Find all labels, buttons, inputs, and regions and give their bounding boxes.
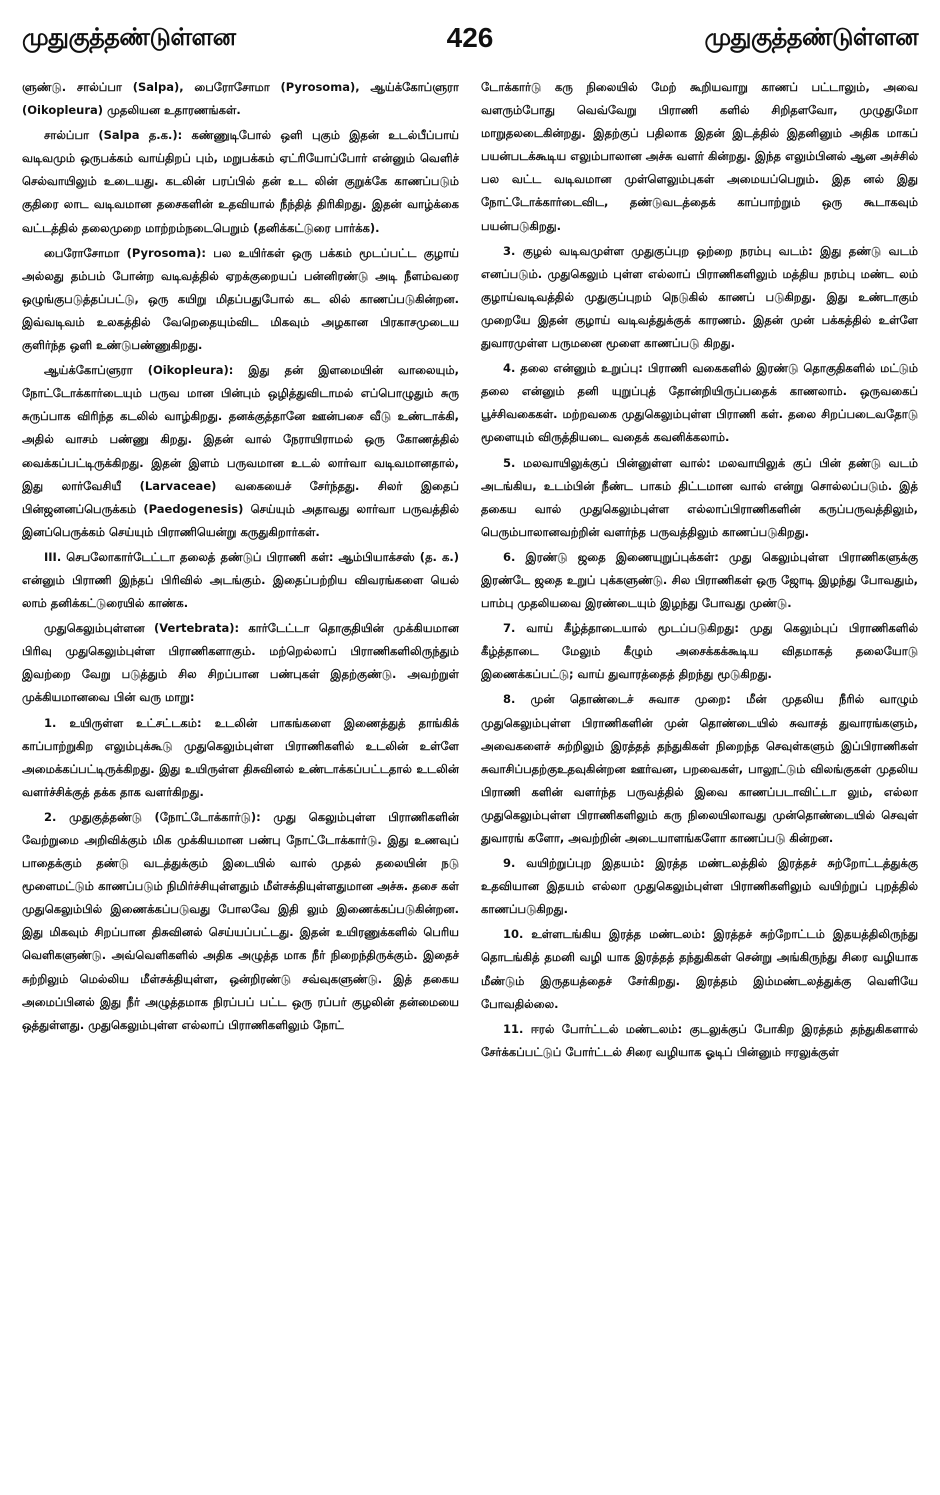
paragraph: 5. மலவாயிலுக்குப் பின்னுள்ள வால்: மலவாயிலுக் குப் பின் தண்டு வடம் அடங்கிய, உடம்பின் நீண்ட பாகம் திட்டமான வால் என்று சொல்லப்படும். இத் தகைய வால் முதுகெலும்புள்ள எல்லாப்பிராணிகளின் கருப்பருவத்திலும், பெரும்பாலானவற்றின் வளர்ந்த பருவத்திலும் காணப்படுகிறது. [481, 455, 918, 539]
paragraph: 11. ஈரல் போர்ட்டல் மண்டலம்: குடலுக்குப் போகிற இரத்தம் தந்துகிகளால் சேர்க்கப்பட்டுப் போர்ட்டல் சிரை வழியாக ஓடிப் பின்னும் ஈரலுக்குள் [481, 1021, 918, 1059]
running-head-left: முதுகுத்தண்டுள்ளன [22, 22, 236, 51]
right-column [481, 76, 918, 1489]
paragraph: 8. முன் தொண்டைச் சுவாச முறை: மீன் முதலிய நீரில் வாழும் முதுகெலும்புள்ள பிராணிகளின் முன் தொண்டையில் சுவாசத் துவாரங்களும், அவைகளைச் சுற்றிலும் இரத்தத் தந்துகிகள் நிறைந்த செவுள்களும் இப்பிராணிகள் சுவாசிப்பதற்குஉதவுகின்றன ஊர்வன, பறவைகள், பாலூட்டும் விலங்குகள் முதலிய பிராணி களின் வளர்ந்த பருவத்தில் இவை காணப்படாவிட்டா லும், எல்லா முதுகெலும்புள்ள பிராணிகளிலும் கரு நிலையிலாவது முன்தொண்டையில் செவுள் துவாரங் களோ, அவற்றின் அடையாளங்களோ காணப்படு கின்றன. [481, 692, 918, 845]
paragraph: 6. இரண்டு ஜதை இணையுறுப்புக்கள்: முது கெலும்புள்ள பிராணிகளுக்கு இரண்டே ஜதை உறுப் புக்களுண்டு. சில பிராணிகள் ஒரு ஜோடி இழந்து போவதும், பாம்பு முதலியவை இரண்டையும் இழந்து போவது முண்டு. [481, 549, 918, 611]
paragraph: பைரோசோமா (Pyrosoma): பல உயிர்கள் ஒரு பக்கம் மூடப்பட்ட குழாய் அல்லது தம்பம் போன்ற வடிவத்தில் ஏறக்குறையப் பன்னிரண்டு அடி நீளம்வரை ஒழுங்குபடுத்தப்பட்டு, ஒரு கயிறு மிதப்பதுபோல் கட லில் காணப்படுகின்றன. இவ்வடிவம் உலகத்தில் வேறெதையும்விட மிகவும் அழகான பிரகாசமுடைய குளிர்ந்த ஒளி உண்டுபண்ணுகிறது. [22, 245, 459, 353]
paragraph: ஆய்க்கோப்ளுரா (Oikopleura): இது தன் இளமையின் வாலையும், நோட்டோக்கார்டையும் பருவ மான பின்பும் ஒழித்துவிடாமல் எப்பொழுதும் சுரு சுருப்பாக விரிந்த கடலில் வாழ்கிறது. தனக்குத்தானே ஊன்பசை வீடு உண்டாக்கி, அதில் வாசம் பண்ணு கிறது. இதன் வால் நேராயிராமல் ஒரு கோணத்தில் வைக்கப்பட்டிருக்கிறது. இதன் இளம் பருவமான உடல் லார்வா வடிவமானதால், இது லார்வேசியீ (Larvaceae) வகையைச் சேர்ந்தது. சிலர் இதைப் பின்ஜனனப்பெருக்கம் (Paedogenesis) செய்யும் அதாவது லார்வா பருவத்தில் இனப்பெருக்கம் செய்யும் பிராணியென்று கருதுகிறார்கள். [22, 363, 459, 539]
paragraph: 9. வயிற்றுப்புற இதயம்: இரத்த மண்டலத்தில் இரத்தச் சுற்றோட்டத்துக்கு உதவியான இதயம் எல்லா முதுகெலும்புள்ள பிராணிகளிலும் வயிற்றுப் புறத்தில் காணப்படுகிறது. [481, 856, 918, 917]
paragraph: 10. உள்ளடங்கிய இரத்த மண்டலம்: இரத்தச் சுற்றோட்டம் இதயத்திலிருந்து தொடங்கித் தமனி வழி யாக இரத்தத் தந்துகிகள் சென்று அங்கிருந்து சிரை வழியாக மீண்டும் இருதயத்தைச் சேர்கிறது. இரத்தம் இம்மண்டலத்துக்கு வெளியே போவதில்லை. [481, 927, 918, 1011]
page-number: 426 [446, 22, 494, 53]
page-header [22, 16, 918, 60]
paragraph: 1. உயிருள்ள உட்சட்டகம்: உடலின் பாகங்களை இணைத்துத் தாங்கிக் காப்பாற்றுகிற எலும்புக்கூடு முதுகெலும்புள்ள பிராணிகளில் உடலின் உள்ளே அமைக்கப்பட்டிருக்கிறது. இது உயிருள்ள திசுவினல் உண்டாக்கப்பட்டதால் உடலின் வளர்ச்சிக்குத் தக்க தாக வளர்கிறது. [22, 715, 459, 799]
paragraph: III. செபலோகார்டேட்டா தலைத் தண்டுப் பிராணி கள்: ஆம்பியாக்சஸ் (த. க.) என்னும் பிராணி இந்தப் பிரிவில் அடங்கும். இதைப்பற்றிய விவரங்களை யெல் லாம் தனிக்கட்டுரையில் காண்க. [22, 549, 459, 611]
paragraph: 3. குழல் வடிவமுள்ள முதுகுப்புற ஒற்றை நரம்பு வடம்: இது தண்டு வடம் எனப்படும். முதுகெலும் புள்ள எல்லாப் பிராணிகளிலும் மத்திய நரம்பு மண்ட லம் குழாய்வடிவத்தில் முதுகுப்புறம் நெடுகில் காணப் படுகிறது. இது உண்டாகும் முறையே இதன் குழாய் வடிவத்துக்குக் காரணம். இதன் முன் பக்கத்தில் உள்ளே துவாரமுள்ள பருமனை மூளை காணப்படு கிறது. [481, 243, 918, 351]
paragraph: டோக்கார்டு கரு நிலையில் மேற் கூறியவாறு காணப் பட்டாலும், அவை வளரும்போது வெவ்வேறு பிராணி களில் சிறிதளவோ, முழுதுமோ மாறுதலடைகின்றது. இதற்குப் பதிலாக இதன் இடத்தில் இதனினும் அதிக மாகப் பயன்படக்கூடிய எலும்பாலான அச்சு வளர் கின்றது. இந்த எலும்பினல் ஆன அச்சில் பல வட்ட வடிவமான முள்ளெலும்புகள் அமையப்பெறும். இத னல் இது நோட்டோக்கார்டைவிட, தண்டுவடத்தைக் காப்பாற்றும் ஒரு கூடாகவும் பயன்படுகிறது. [481, 80, 918, 233]
text-columns [22, 76, 918, 1489]
running-head-right: முதுகுத்தண்டுள்ளன [704, 22, 918, 51]
paragraph: 2. முதுகுத்தண்டு (நோட்டோக்கார்டு): முது கெலும்புள்ள பிராணிகளின் வேற்றுமை அறிவிக்கும் மிக முக்கியமான பண்பு நோட்டோக்கார்டு. இது உணவுப் பாதைக்கும் தண்டு வடத்துக்கும் இடையில் வால் முதல் தலையின் நடு மூளைமட்டும் காணப்படும் நிமிர்ச்சியுள்ளதும் மீள்சக்தியுள்ளதுமான அச்சு. தசை கள் முதுகெலும்பில் இணைக்கப்படுவது போலவே இதி லும் இணைக்கப்படுகின்றன. இது மிகவும் சிறப்பான திசுவினல் செய்யப்பட்டது. இதன் உயிரணுக்களில் பெரிய வெளிகளுண்டு. அவ்வெளிகளில் அதிக அழுத்த மாக நீர் நிறைந்திருக்கும். இதைச் சுற்றிலும் மெல்லிய மீள்சக்தியுள்ள, ஒன்றிரண்டு சவ்வுகளுண்டு. இத் தகைய அமைப்பினல் இது நீர் அழுத்தமாக நிரப்பப் பட்ட ஒரு ரப்பர் குழலின் தன்மையை ஒத்துள்ளது. முதுகெலும்புள்ள எல்லாப் பிராணிகளிலும் நோட் [22, 809, 459, 1032]
paragraph: 7. வாய் கீழ்த்தாடையால் மூடப்படுகிறது: முது கெலும்புப் பிராணிகளில் கீழ்த்தாடை மேலும் கீழும் அசைக்கக்கூடிய விதமாகத் தலையோடு இணைக்கப்பட்டு; வாய் துவாரத்தைத் திறந்து மூடுகிறது. [481, 621, 918, 682]
left-column [22, 76, 459, 1489]
paragraph: ளுண்டு. சால்ப்பா (Salpa), பைரோசோமா (Pyrosoma), ஆய்க்கோப்ளுரா (Oikopleura) முதலியன உதாரணங்கள். [22, 80, 459, 118]
paragraph: முதுகெலும்புள்ளன (Vertebrata): கார்டேட்டா தொகுதியின் முக்கியமான பிரிவு முதுகெலும்புள்ள பிராணிகளாகும். மற்றெல்லாப் பிராணிகளிலிருந்தும் இவற்றை வேறு படுத்தும் சில சிறப்பான பண்புகள் இதற்குண்டு. அவற்றுள் முக்கியமானவை பின் வரு மாறு: [22, 621, 459, 705]
paragraph: 4. தலை என்னும் உறுப்பு: பிராணி வகைகளில் இரண்டு தொகுதிகளில் மட்டும் தலை என்னும் தனி யுறுப்புத் தோன்றியிருப்பதைக் காணலாம். ஒருவகைப் பூச்சிவகைகள். மற்றவகை முதுகெலும்புள்ள பிராணி கள். தலை சிறப்படைவதோடு மூளையும் விருத்தியடை வதைக் கவனிக்கலாம். [481, 361, 918, 445]
paragraph: சால்ப்பா (Salpa த.க.): கண்ணுடிபோல் ஒளி புகும் இதன் உடல்பீப்பாய் வடிவமும் ஒருபக்கம் வாய்திறப் பும், மறுபக்கம் ஏட்ரியோப்போர் என்னும் வெளிச் செல்வாயிலும் உடையது. கடலின் பரப்பில் தன் உட லின் குறுக்கே காணப்படும் குதிரை லாட வடிவமான தசைகளின் உதவியால் நீந்தித் திரிகிறது. இதன் வாழ்க்கை வட்டத்தில் தலைமுறை மாற்றம்நடைபெறும் (தனிக்கட்டுரை பார்க்க). [22, 128, 459, 235]
